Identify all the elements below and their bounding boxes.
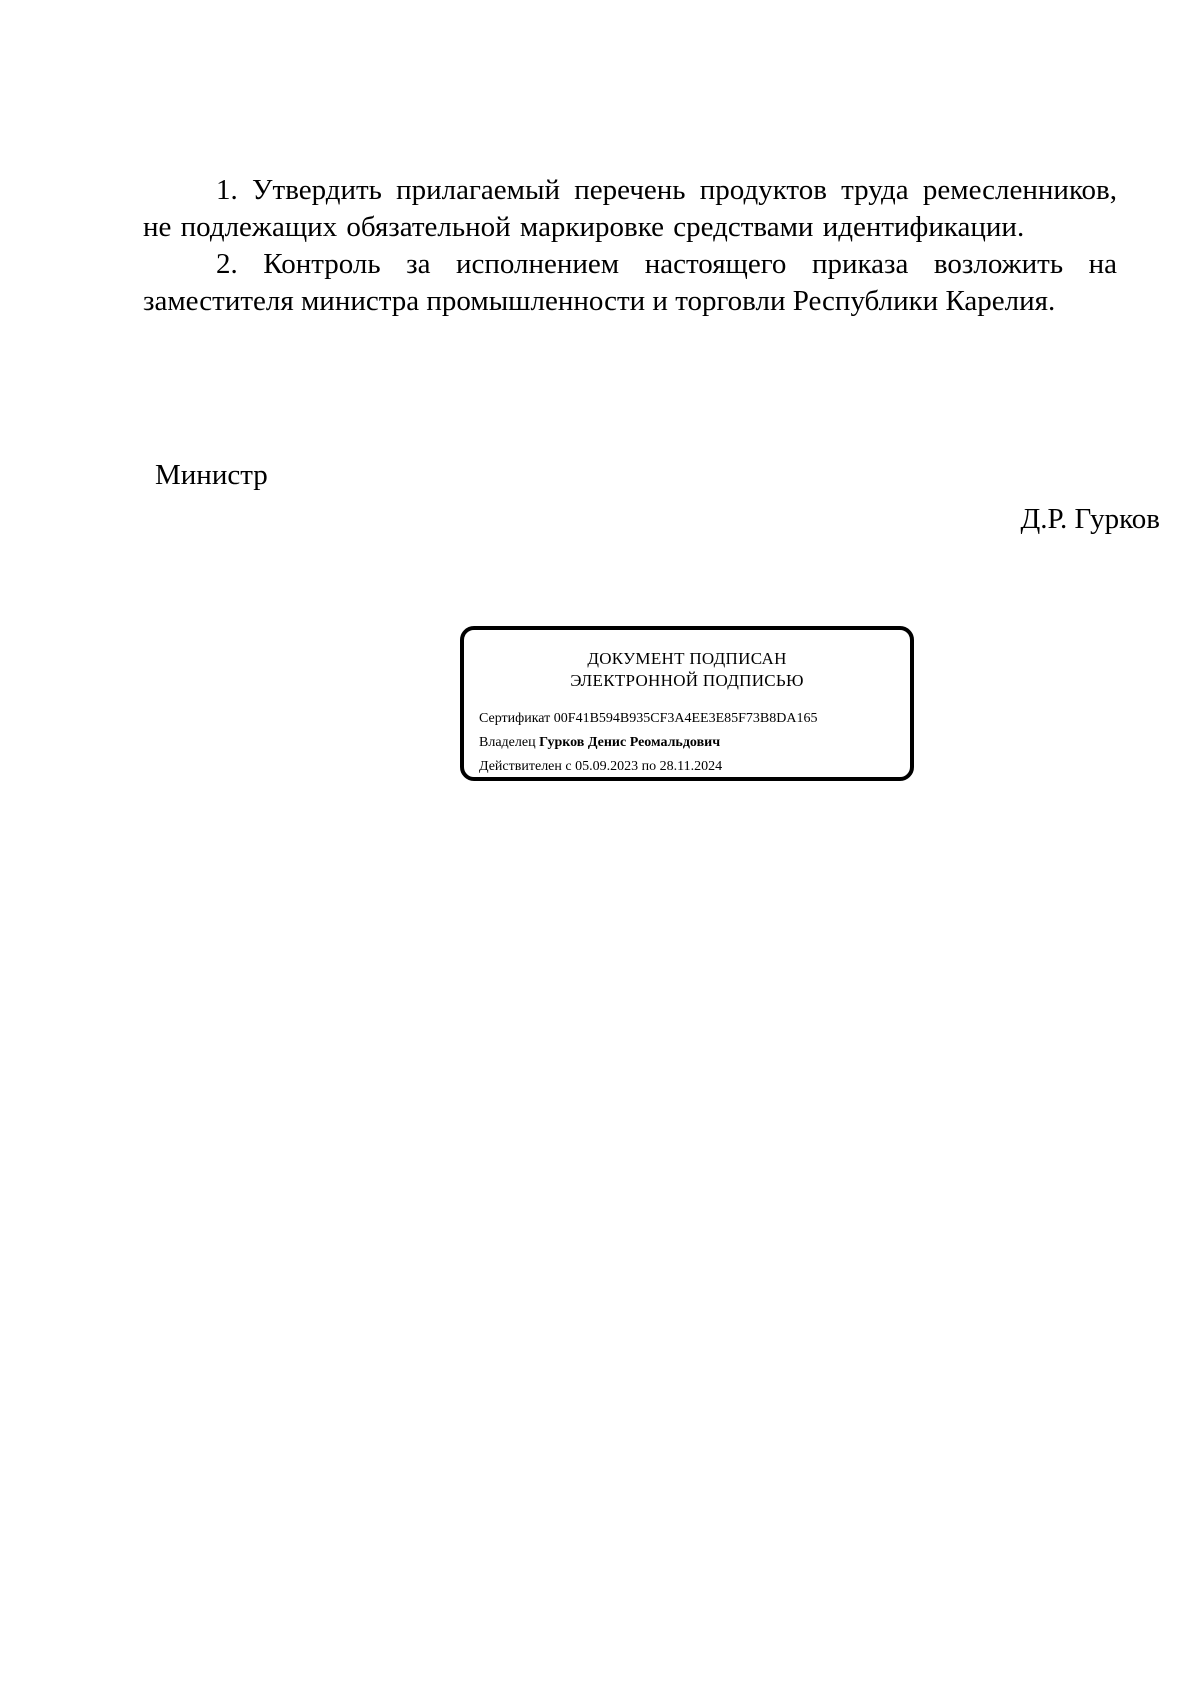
paragraph-approve-list: 1. Утвердить прилагаемый перечень продуктов труда ремесленников, не подлежащих обязательной маркировке средствами идентификации.: [143, 174, 1117, 243]
order-body: [143, 172, 1117, 320]
stamp-details: [479, 707, 817, 779]
stamp-valid-to-label: по: [641, 759, 657, 774]
stamp-certificate-row: [479, 707, 817, 731]
signer-name: Д.Р. Гурков: [1020, 503, 1160, 535]
stamp-validity-row: [479, 755, 817, 779]
stamp-header-line-1: ДОКУМЕНТ ПОДПИСАН: [587, 649, 787, 668]
stamp-owner-row: [479, 731, 817, 755]
paragraph-control: 2. Контроль за исполнением настоящего приказа возложить на заместителя министра промышленности и торговли Республики Карелия.: [143, 248, 1117, 317]
electronic-signature-stamp: [460, 626, 914, 781]
signer-position: Министр: [155, 459, 268, 491]
stamp-header-line-2: ЭЛЕКТРОННОЙ ПОДПИСЬЮ: [570, 671, 804, 690]
stamp-owner-value: Гурков Денис Реомальдович: [539, 735, 721, 750]
stamp-valid-to: 28.11.2024: [659, 759, 723, 774]
stamp-valid-from: 05.09.2023: [575, 759, 639, 774]
stamp-owner-label: Владелец: [479, 735, 536, 750]
stamp-header: [464, 648, 910, 692]
stamp-certificate-value: 00F41B594B935CF3A4EE3E85F73B8DA165: [553, 711, 818, 726]
stamp-certificate-label: Сертификат: [479, 711, 551, 726]
stamp-valid-from-label: Действителен с: [479, 759, 572, 774]
